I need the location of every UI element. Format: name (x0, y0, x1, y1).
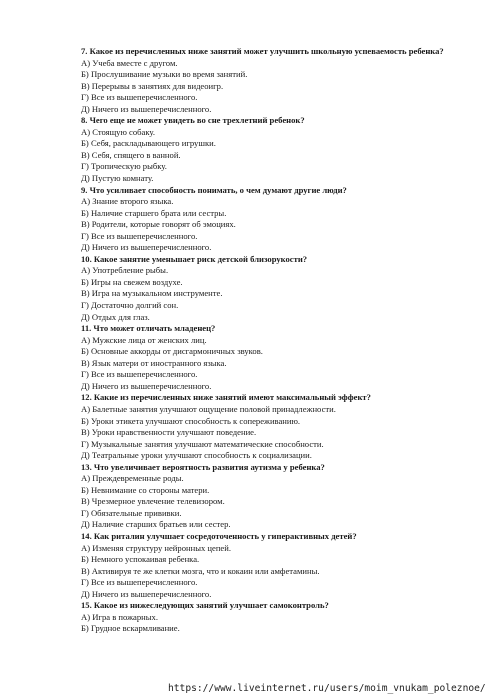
answer-option: А) Стоящую собаку. (81, 126, 155, 137)
question-title: 9. Что усиливает способность понимать, о чем думают другие люди? (81, 184, 347, 195)
answer-option: Г) Тропическую рыбку. (81, 161, 167, 172)
answer-option: Д) Ничего из вышеперечисленного. (81, 242, 212, 253)
answer-option: В) Родители, которые говорят об эмоциях. (81, 219, 236, 230)
answer-option: Д) Ничего из вышеперечисленного. (81, 380, 212, 391)
answer-option: Д) Ничего из вышеперечисленного. (81, 103, 212, 114)
answer-option: Б) Прослушивание музыки во время занятий. (81, 69, 248, 80)
answer-option: Д) Ничего из вышеперечисленного. (81, 588, 212, 599)
answer-option: А) Изменяя структуру нейронных цепей. (81, 542, 231, 553)
answer-option: В) Перерывы в занятиях для видеоигр. (81, 80, 224, 91)
question-block (81, 462, 463, 531)
question-title: 12. Какие из перечисленных ниже занятий имеют максимальный эффект? (81, 392, 371, 403)
answer-option: Б) Игры на свежем воздухе. (81, 276, 183, 287)
answer-option: Б) Наличие старшего брата или сестры. (81, 207, 227, 218)
question-title: 10. Какое занятие уменьшает риск детской близорукости? (81, 253, 308, 264)
question-block (81, 323, 463, 392)
source-url-watermark: https://www.liveinternet.ru/users/moim_vnukam_poleznoe/ (168, 683, 486, 694)
answer-option: В) Себя, спящего в ванной. (81, 149, 181, 160)
question-block (81, 115, 463, 184)
answer-option: Б) Немного успокаивая ребенка. (81, 554, 200, 565)
answer-option: А) Преждевременные роды. (81, 473, 184, 484)
question-block (81, 392, 463, 461)
answer-option: А) Знание второго языка. (81, 196, 174, 207)
question-title: 8. Чего еще не может увидеть во сне трехлетний ребенок? (81, 115, 305, 126)
question-block (81, 600, 463, 635)
answer-option: Г) Все из вышеперечисленного. (81, 230, 198, 241)
answer-option: Б) Себя, раскладывающего игрушки. (81, 138, 216, 149)
answer-option: Г) Все из вышеперечисленного. (81, 92, 198, 103)
question-title: 13. Что увеличивает вероятность развития аутизма у ребенка? (81, 461, 325, 472)
answer-option: А) Употребление рыбы. (81, 265, 169, 276)
answer-option: Б) Уроки этикета улучшают способность к сопереживанию. (81, 415, 301, 426)
answer-option: Б) Невнимание со стороны матери. (81, 484, 210, 495)
answer-option: В) Уроки нравственности улучшают поведение. (81, 427, 257, 438)
question-title: 11. Что может отличать младенец? (81, 323, 216, 334)
answer-option: Г) Обязательные прививки. (81, 507, 182, 518)
question-title: 14. Как риталин улучшает сосредоточенность у гиперактивных детей? (81, 530, 357, 541)
answer-option: А) Учеба вместе с другом. (81, 57, 178, 68)
answer-option: В) Чрезмерное увлечение телевизором. (81, 496, 225, 507)
question-block (81, 185, 463, 254)
answer-option: Д) Пустую комнату. (81, 173, 154, 184)
answer-option: Д) Отдых для глаз. (81, 311, 150, 322)
answer-option: Б) Основные аккорды от дисгармоничных звуков. (81, 346, 263, 357)
answer-option: А) Мужские лица от женских лиц. (81, 334, 207, 345)
question-block (81, 531, 463, 600)
answer-option: В) Активируя те же клетки мозга, что и кокаин или амфетамины. (81, 565, 320, 576)
answer-option: Г) Достаточно долгий сон. (81, 300, 179, 311)
answer-option: Д) Театральные уроки улучшают способность к социализации. (81, 450, 312, 461)
answer-option: Г) Музыкальные занятия улучшают математические способности. (81, 438, 324, 449)
question-title: 7. Какое из перечисленных ниже занятий может улучшить школьную успеваемость ребенка? (81, 46, 444, 56)
question-block (81, 254, 463, 323)
question-list (81, 46, 463, 635)
answer-option: Г) Все из вышеперечисленного. (81, 369, 198, 380)
answer-option: Б) Грудное вскармливание. (81, 623, 180, 634)
question-block (81, 46, 463, 115)
answer-option: В) Язык матери от иностранного языка. (81, 357, 227, 368)
answer-option: А) Игра в пожарных. (81, 611, 158, 622)
answer-option: Д) Наличие старших братьев или сестер. (81, 519, 231, 530)
answer-option: А) Балетные занятия улучшают ощущение половой принадлежности. (81, 403, 336, 414)
answer-option: Г) Все из вышеперечисленного. (81, 577, 198, 588)
question-title: 15. Какое из нижеследующих занятий улучшает самоконтроль? (81, 600, 329, 611)
answer-option: В) Игра на музыкальном инструменте. (81, 288, 223, 299)
